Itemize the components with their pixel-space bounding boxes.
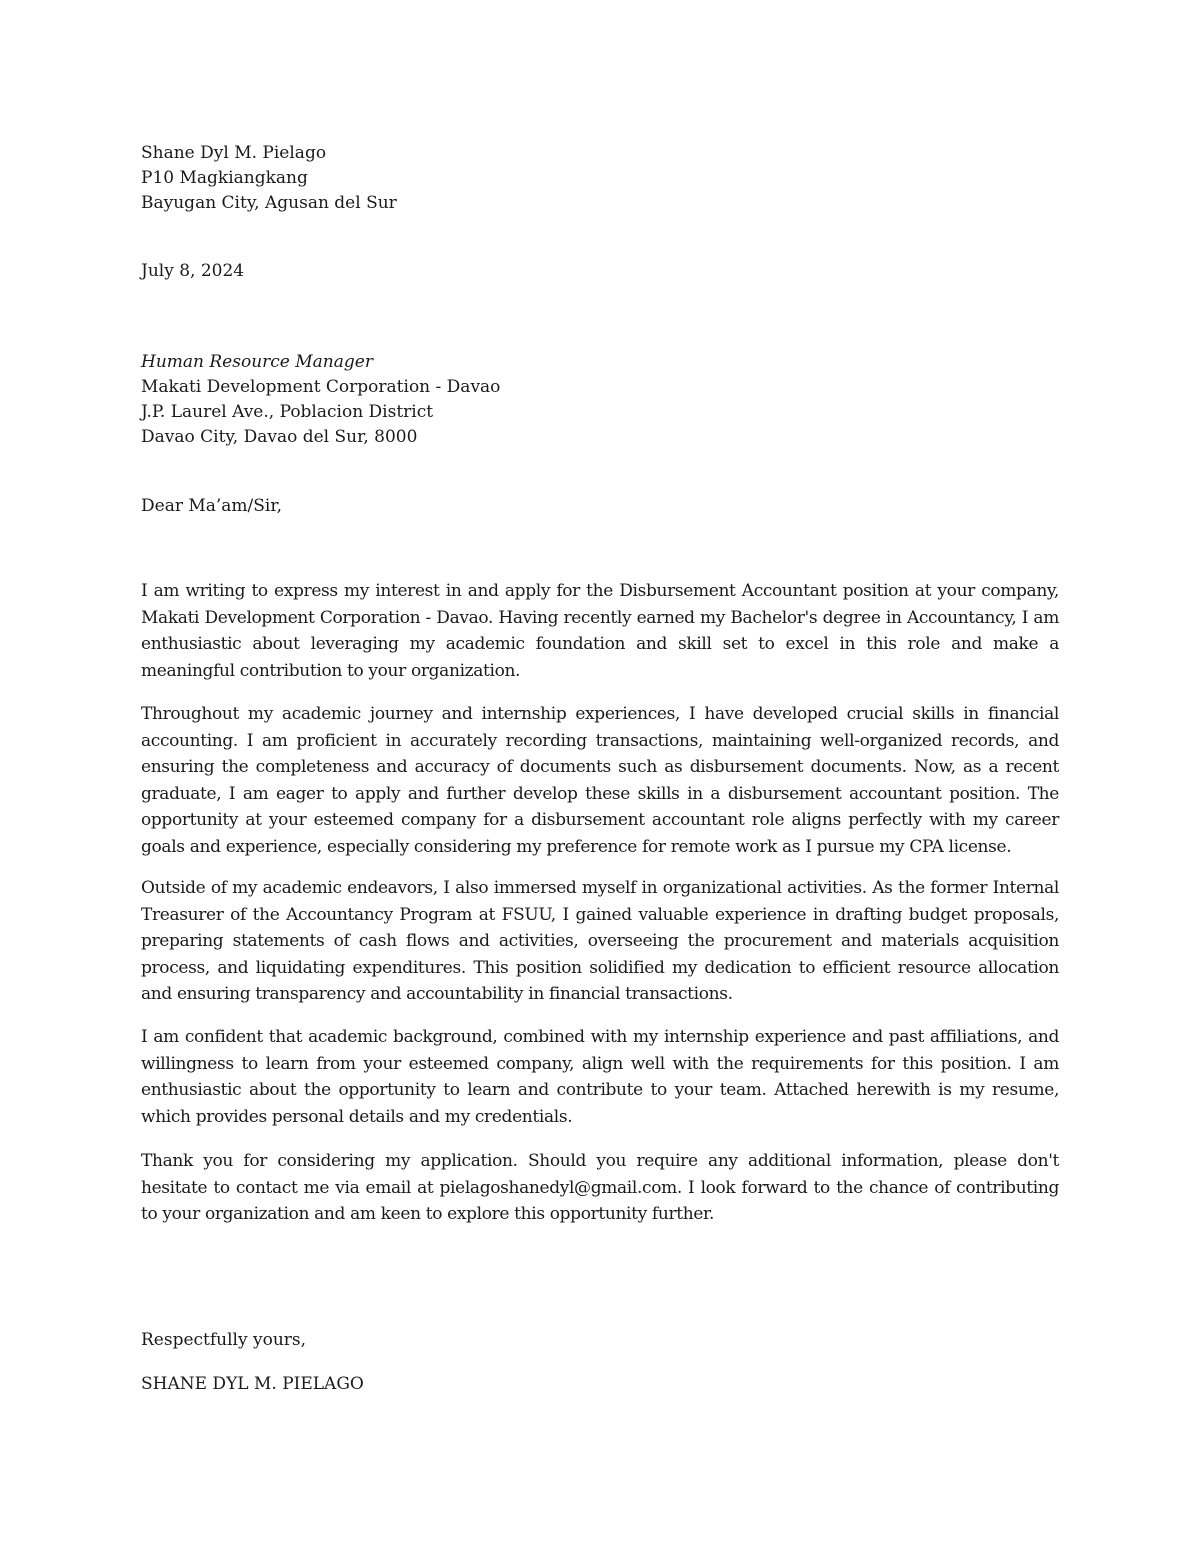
sender-address-line1: P10 Magkiangkang xyxy=(141,168,308,188)
body-paragraph-intro: I am writing to express my interest in and apply for the Disbursement Accountant position at your company, Makati Development Corporation - Davao. Having recently earned my Bachelor's degree in Accountancy, I am enthusiastic about leveraging my academic foundation and skill set to excel in this role and make a meaningful contribution to your organization. xyxy=(141,581,1059,681)
recipient-company: Makati Development Corporation - Davao xyxy=(141,377,501,397)
letter-date: July 8, 2024 xyxy=(141,261,245,281)
body-paragraph-confidence: I am confident that academic background, combined with my internship experience and past affiliations, and willingness to learn from your esteemed company, align well with the requirements for this position. I am enthusiastic about the opportunity to learn and contribute to your team. Attached herewith is my resume, which provides personal details and my credentials. xyxy=(141,1027,1059,1127)
body-paragraph-activities: Outside of my academic endeavors, I also immersed myself in organizational activities. As the former Internal Treasurer of the Accountancy Program at FSUU, I gained valuable experience in drafting budget proposals, preparing statements of cash flows and activities, overseeing the procurement and materials acquisition process, and liquidating expenditures. This position solidified my dedication to efficient resource allocation and ensuring transparency and accountability in financial transactions. xyxy=(141,878,1059,1004)
sender-address-line2: Bayugan City, Agusan del Sur xyxy=(141,193,397,213)
body-paragraph-thanks: Thank you for considering my application. Should you require any additional information, please don't hesitate to contact me via email at pielagoshanedyl@gmail.com. I look forward to the chance of contributing to your organization and am keen to explore this opportunity further. xyxy=(141,1151,1059,1224)
recipient-city: Davao City, Davao del Sur, 8000 xyxy=(141,427,418,447)
closing: Respectfully yours, xyxy=(141,1330,307,1350)
recipient-street: J.P. Laurel Ave., Poblacion District xyxy=(141,402,434,422)
signature-name: SHANE DYL M. PIELAGO xyxy=(141,1374,364,1394)
recipient-block xyxy=(141,350,500,450)
body-paragraph-skills: Throughout my academic journey and internship experiences, I have developed crucial skills in financial accounting. I am proficient in accurately recording transactions, maintaining well-organized records, and ensuring the completeness and accuracy of documents such as disbursement documents. Now, as a recent graduate, I am eager to apply and further develop these skills in a disbursement accountant position. The opportunity at your esteemed company for a disbursement accountant role aligns perfectly with my career goals and experience, especially considering my preference for remote work as I pursue my CPA license. xyxy=(141,704,1059,857)
recipient-title: Human Resource Manager xyxy=(141,352,373,372)
salutation: Dear Ma’am/Sir, xyxy=(141,496,283,516)
sender-name: Shane Dyl M. Pielago xyxy=(141,143,327,163)
sender-block xyxy=(141,141,397,216)
